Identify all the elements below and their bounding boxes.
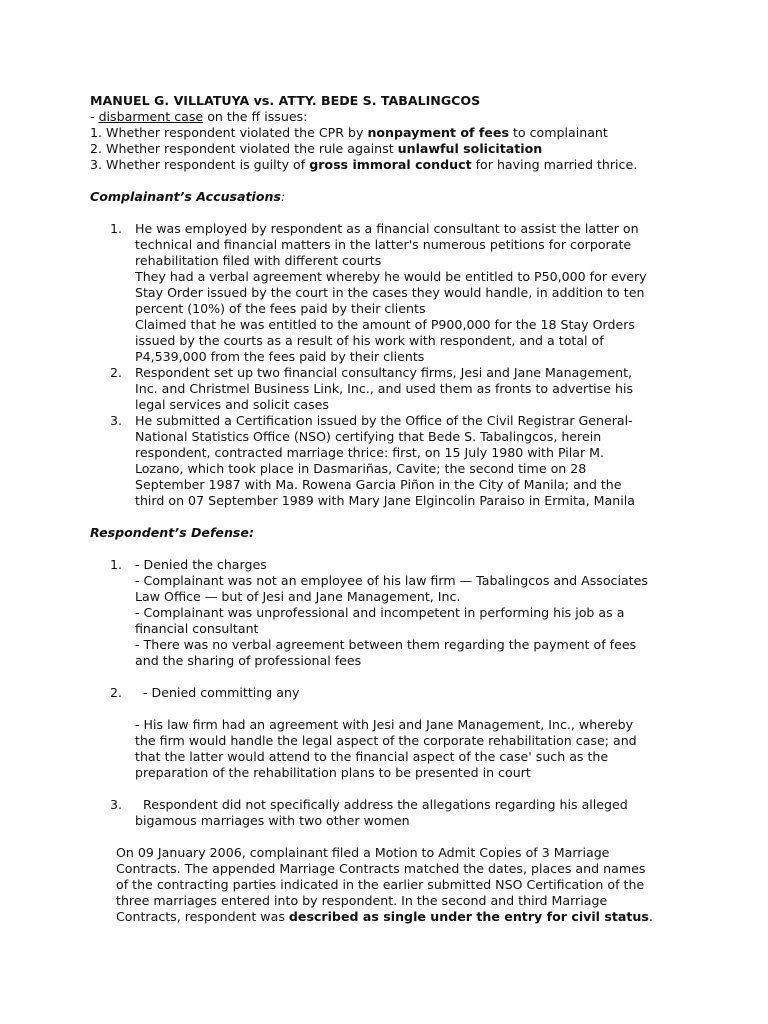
text-line: He was employed by respondent as a financial consultant to assist the latter on bbox=[135, 221, 639, 236]
text-line: Contracts. The appended Marriage Contracts matched the dates, places and names bbox=[116, 861, 646, 876]
text-line: financial consultant bbox=[135, 621, 259, 636]
accusations-list bbox=[90, 221, 680, 509]
text-line: percent (10%) of the fees paid by their clients bbox=[135, 301, 426, 316]
accusations-heading-text: Complainant’s Accusations bbox=[90, 189, 281, 204]
document-page bbox=[90, 93, 680, 925]
text-line: They had a verbal agreement whereby he would be entitled to P50,000 for every bbox=[135, 269, 647, 284]
text-line: Lozano, which took place in Dasmariñas, Cavite; the second time on 28 bbox=[135, 461, 587, 476]
intro-dash: - bbox=[90, 109, 99, 124]
text-line: Law Office — but of Jesi and Jane Management, Inc. bbox=[135, 589, 461, 604]
intro-rest: on the ff issues: bbox=[203, 109, 308, 124]
accusations-heading bbox=[90, 189, 680, 205]
issue-text: 2. Whether respondent violated the rule against bbox=[90, 141, 398, 156]
list-number: 3. bbox=[110, 797, 123, 812]
list-number: 2. bbox=[110, 365, 123, 380]
spacer bbox=[90, 781, 680, 797]
issue-text: 3. Whether respondent is guilty of bbox=[90, 157, 310, 172]
text-line: three marriages entered into by respondent. In the second and third Marriage bbox=[116, 893, 608, 908]
list-number: 2. bbox=[110, 685, 123, 700]
text-line: On 09 January 2006, complainant filed a Motion to Admit Copies of 3 Marriage bbox=[116, 845, 610, 860]
text-line: - Complainant was unprofessional and incompetent in performing his job as a bbox=[135, 605, 625, 620]
text-line: P4,539,000 from the fees paid by their clients bbox=[135, 349, 425, 364]
closing-period: . bbox=[648, 909, 653, 924]
text-line: legal services and solicit cases bbox=[135, 397, 329, 412]
accusation-item-2 bbox=[90, 365, 680, 413]
text-line: He submitted a Certification issued by the Office of the Civil Registrar General- bbox=[135, 413, 633, 428]
accusation-item-1 bbox=[90, 221, 680, 365]
issue-emphasis: unlawful solicitation bbox=[397, 141, 543, 156]
text-line: - Denied the charges bbox=[135, 557, 267, 572]
text-line: Inc. and Christmel Business Link, Inc., and used them as fronts to advertise his bbox=[135, 381, 634, 396]
accusation-item-3 bbox=[90, 413, 680, 509]
text-line: - Complainant was not an employee of his law firm — Tabalingcos and Associates bbox=[135, 573, 648, 588]
text-line: Claimed that he was entitled to the amount of P900,000 for the 18 Stay Orders bbox=[135, 317, 635, 332]
closing-paragraph bbox=[90, 845, 680, 925]
text-line: the firm would handle the legal aspect of the corporate rehabilitation case; and bbox=[135, 733, 637, 748]
text-line: National Statistics Office (NSO) certifying that Bede S. Tabalingcos, herein bbox=[135, 429, 602, 444]
text-line: respondent, contracted marriage thrice: first, on 15 July 1980 with Pilar M. bbox=[135, 445, 605, 460]
case-intro bbox=[90, 109, 680, 125]
issue-3 bbox=[90, 157, 680, 173]
issue-text: to complainant bbox=[508, 125, 608, 140]
text-line: of the contracting parties indicated in the earlier submitted NSO Certification of the bbox=[116, 877, 645, 892]
text-line: that the latter would attend to the financial aspect of the case' such as the bbox=[135, 749, 609, 764]
text-line: - There was no verbal agreement between them regarding the payment of fees bbox=[135, 637, 637, 652]
accusations-heading-colon: : bbox=[280, 189, 286, 204]
spacer bbox=[135, 701, 680, 717]
text-line: rehabilitation filed with different courts bbox=[135, 253, 382, 268]
text-line: Respondent did not specifically address the allegations regarding his alleged bbox=[135, 797, 628, 812]
text-line: preparation of the rehabilitation plans to be presented in court bbox=[135, 765, 531, 780]
text-line-last bbox=[116, 909, 680, 925]
defense-item-1 bbox=[90, 557, 680, 669]
closing-emphasis: described as single under the entry for civil status bbox=[288, 909, 649, 924]
issue-text: for having married thrice. bbox=[471, 157, 638, 172]
issue-1 bbox=[90, 125, 680, 141]
issue-text: 1. Whether respondent violated the CPR by bbox=[90, 125, 368, 140]
case-title: MANUEL G. VILLATUYA vs. ATTY. BEDE S. TABALINGCOS bbox=[90, 93, 481, 108]
issue-2 bbox=[90, 141, 680, 157]
defense-list bbox=[90, 557, 680, 829]
issue-emphasis: gross immoral conduct bbox=[309, 157, 472, 172]
list-number: 3. bbox=[110, 413, 123, 428]
list-number: 1. bbox=[110, 221, 123, 236]
defense-item-2 bbox=[90, 685, 680, 781]
text-line: September 1987 with Ma. Rowena Garcia Piñon in the City of Manila; and the bbox=[135, 477, 622, 492]
text-line: third on 07 September 1989 with Mary Jane Elgincolin Paraiso in Ermita, Manila bbox=[135, 493, 635, 508]
text-line: bigamous marriages with two other women bbox=[135, 813, 410, 828]
text-line: - Denied committing any bbox=[135, 685, 300, 700]
case-type: disbarment case bbox=[98, 109, 204, 124]
text-line: and the sharing of professional fees bbox=[135, 653, 362, 668]
spacer bbox=[90, 669, 680, 685]
issue-emphasis: nonpayment of fees bbox=[367, 125, 509, 140]
text-line: - His law firm had an agreement with Jesi and Jane Management, Inc., whereby bbox=[135, 717, 634, 732]
defense-item-3 bbox=[90, 797, 680, 829]
text-line: technical and financial matters in the latter's numerous petitions for corporate bbox=[135, 237, 632, 252]
closing-text: Contracts, respondent was bbox=[116, 909, 289, 924]
defense-heading: Respondent’s Defense: bbox=[90, 525, 255, 540]
list-number: 1. bbox=[110, 557, 123, 572]
text-line: Respondent set up two financial consultancy firms, Jesi and Jane Management, bbox=[135, 365, 633, 380]
text-line: Stay Order issued by the court in the cases they would handle, in addition to ten bbox=[135, 285, 645, 300]
text-line: issued by the courts as a result of his work with respondent, and a total of bbox=[135, 333, 604, 348]
